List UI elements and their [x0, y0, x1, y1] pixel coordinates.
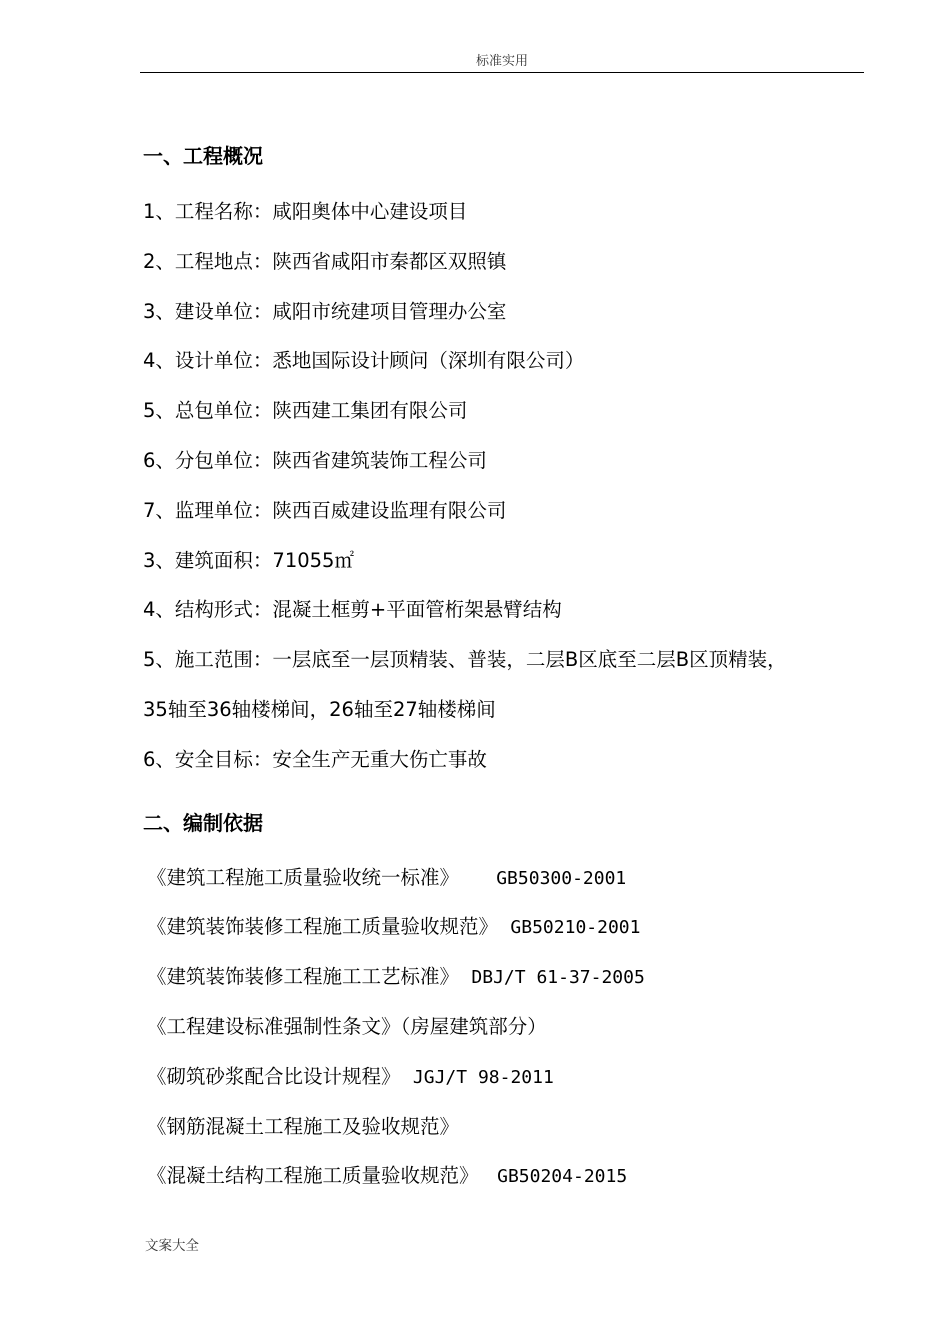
overview-item-owner: 3、建设单位：咸阳市统建项目管理办公室: [143, 299, 507, 323]
overview-item-scope: 5、施工范围：一层底至一层顶精装、普装，二层B区底至二层B区顶精装，: [143, 648, 787, 672]
overview-item-supervisor: 7、监理单位：陕西百威建设监理有限公司: [143, 498, 507, 522]
basis-item: [143, 1112, 873, 1162]
basis-item-name: 《砌筑砂浆配合比设计规程》: [147, 1064, 401, 1088]
basis-item-name: 《钢筋混凝土工程施工及验收规范》: [147, 1114, 460, 1138]
basis-list: [143, 863, 873, 1212]
basis-item: [143, 912, 873, 962]
basis-item: [143, 863, 873, 913]
basis-item-name: 《混凝土结构工程施工质量验收规范》: [147, 1164, 479, 1188]
page-header: [140, 54, 864, 73]
basis-item: [143, 962, 873, 1012]
overview-item-subcontractor: 6、分包单位：陕西省建筑装饰工程公司: [143, 448, 487, 472]
basis-item: [143, 1062, 873, 1112]
basis-item-code: GB50210-2001: [510, 917, 641, 939]
overview-item-safety-goal: 6、安全目标：安全生产无重大伤亡事故: [143, 747, 487, 771]
basis-item: [143, 1161, 873, 1211]
overview-item-scope-continued: 35轴至36轴楼梯间，26轴至27轴楼梯间: [143, 697, 496, 721]
basis-item-name: 《工程建设标准强制性条文》（房屋建筑部分）: [147, 1014, 547, 1038]
overview-item-project-name: 1、工程名称：咸阳奥体中心建设项目: [143, 200, 468, 223]
overview-list: [143, 197, 873, 795]
basis-item-code: GB50300-2001: [496, 867, 627, 889]
overview-item-structure: 4、结构形式：混凝土框剪+平面管桁架悬臂结构: [143, 598, 562, 622]
overview-item-designer: 4、设计单位：悉地国际设计顾问（深圳有限公司）: [143, 349, 585, 373]
header-text: 标准实用: [475, 54, 528, 69]
basis-item-name: 《建筑装饰装修工程施工工艺标准》: [147, 965, 460, 989]
basis-item-code: JGJ/T 98-2011: [412, 1066, 554, 1088]
basis-item-code: GB50204-2015: [497, 1166, 628, 1188]
overview-item-area: 3、建筑面积：71055㎡: [143, 548, 354, 572]
basis-item-name: 《建筑工程施工质量验收统一标准》: [147, 865, 460, 889]
section-title-basis: 二、编制依据: [143, 810, 263, 835]
overview-item-location: 2、工程地点：陕西省咸阳市秦都区双照镇: [143, 249, 507, 273]
footer-text: 文案大全: [145, 1238, 199, 1254]
basis-item: [143, 1012, 873, 1062]
basis-item-name: 《建筑装饰装修工程施工质量验收规范》: [147, 915, 499, 939]
basis-item-code: DBJ/T 61-37-2005: [471, 967, 645, 989]
page-footer: [145, 1234, 199, 1254]
section-title-overview: 一、工程概况: [143, 144, 263, 168]
overview-item-general-contractor: 5、总包单位：陕西建工集团有限公司: [143, 399, 468, 423]
document-body: [143, 138, 873, 1211]
